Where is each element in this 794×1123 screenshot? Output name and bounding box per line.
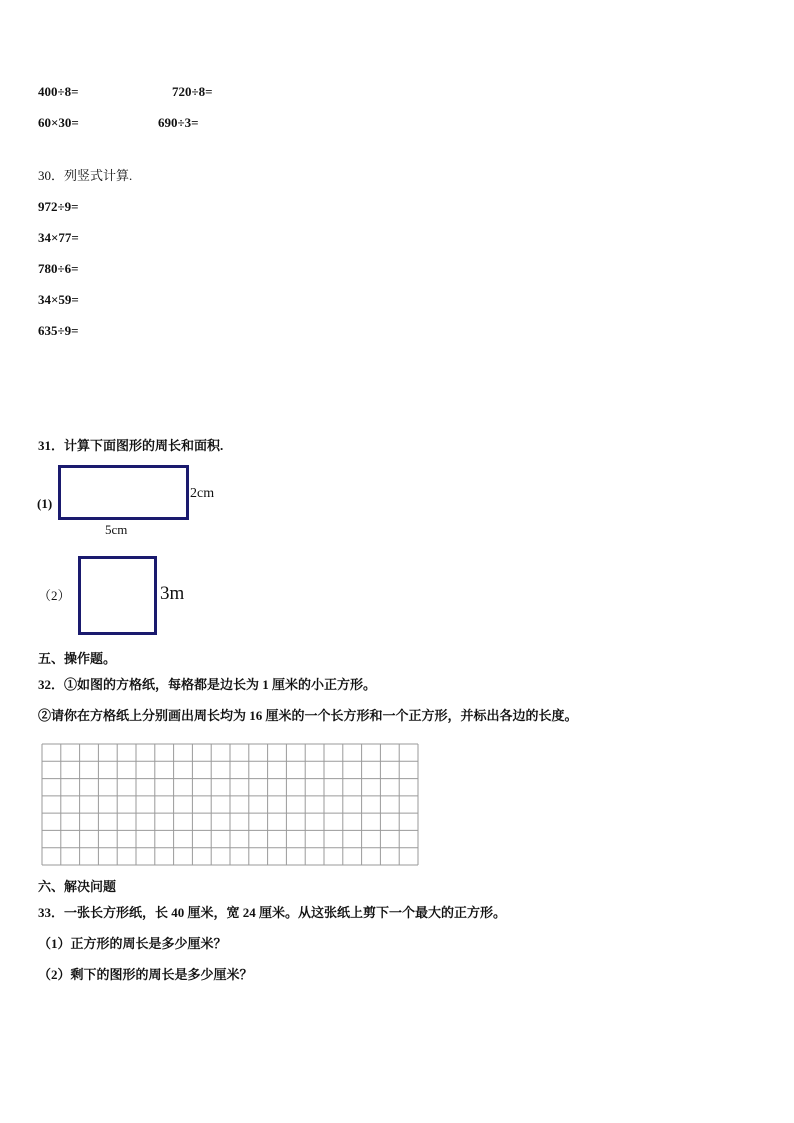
oral-calc-1: 400÷8=	[38, 84, 79, 99]
q30-item-5: 635÷9=	[38, 323, 79, 338]
oral-calc-3: 60×30=	[38, 115, 79, 130]
q31-title: 31．计算下面图形的周长和面积.	[38, 438, 224, 453]
q30-title: 30．列竖式计算.	[38, 168, 133, 183]
q31-square	[78, 556, 157, 635]
q32-line-1: 32．①如图的方格纸，每格都是边长为 1 厘米的小正方形。	[38, 677, 377, 692]
q31-square-side-label: 3m	[160, 583, 185, 604]
q31-fig2-label: （2）	[38, 588, 71, 603]
q31-rect-width-label: 5cm	[105, 522, 128, 537]
q30-item-3: 780÷6=	[38, 261, 79, 276]
section-6-title: 六、解决问题	[38, 879, 117, 894]
oral-calc-4: 690÷3=	[158, 115, 199, 130]
q33-sub-2: （2）剩下的图形的周长是多少厘米？	[38, 967, 253, 982]
square-grid-paper	[41, 743, 419, 866]
q33-stem: 33．一张长方形纸，长 40 厘米，宽 24 厘米。从这张纸上剪下一个最大的正方形。	[38, 905, 507, 920]
oral-calc-2: 720÷8=	[172, 84, 213, 99]
q32-line-2: ②请你在方格纸上分别画出周长均为 16 厘米的一个长方形和一个正方形，并标出各边的长度。	[38, 708, 578, 723]
q33-sub-1: （1）正方形的周长是多少厘米？	[38, 936, 227, 951]
q31-rect-height-label: 2cm	[190, 486, 215, 501]
q31-rectangle	[58, 465, 189, 520]
q30-item-4: 34×59=	[38, 292, 79, 307]
q30-item-2: 34×77=	[38, 230, 79, 245]
section-5-title: 五、操作题。	[38, 651, 117, 666]
q31-fig1-label: (1)	[37, 496, 53, 511]
q30-item-1: 972÷9=	[38, 199, 79, 214]
